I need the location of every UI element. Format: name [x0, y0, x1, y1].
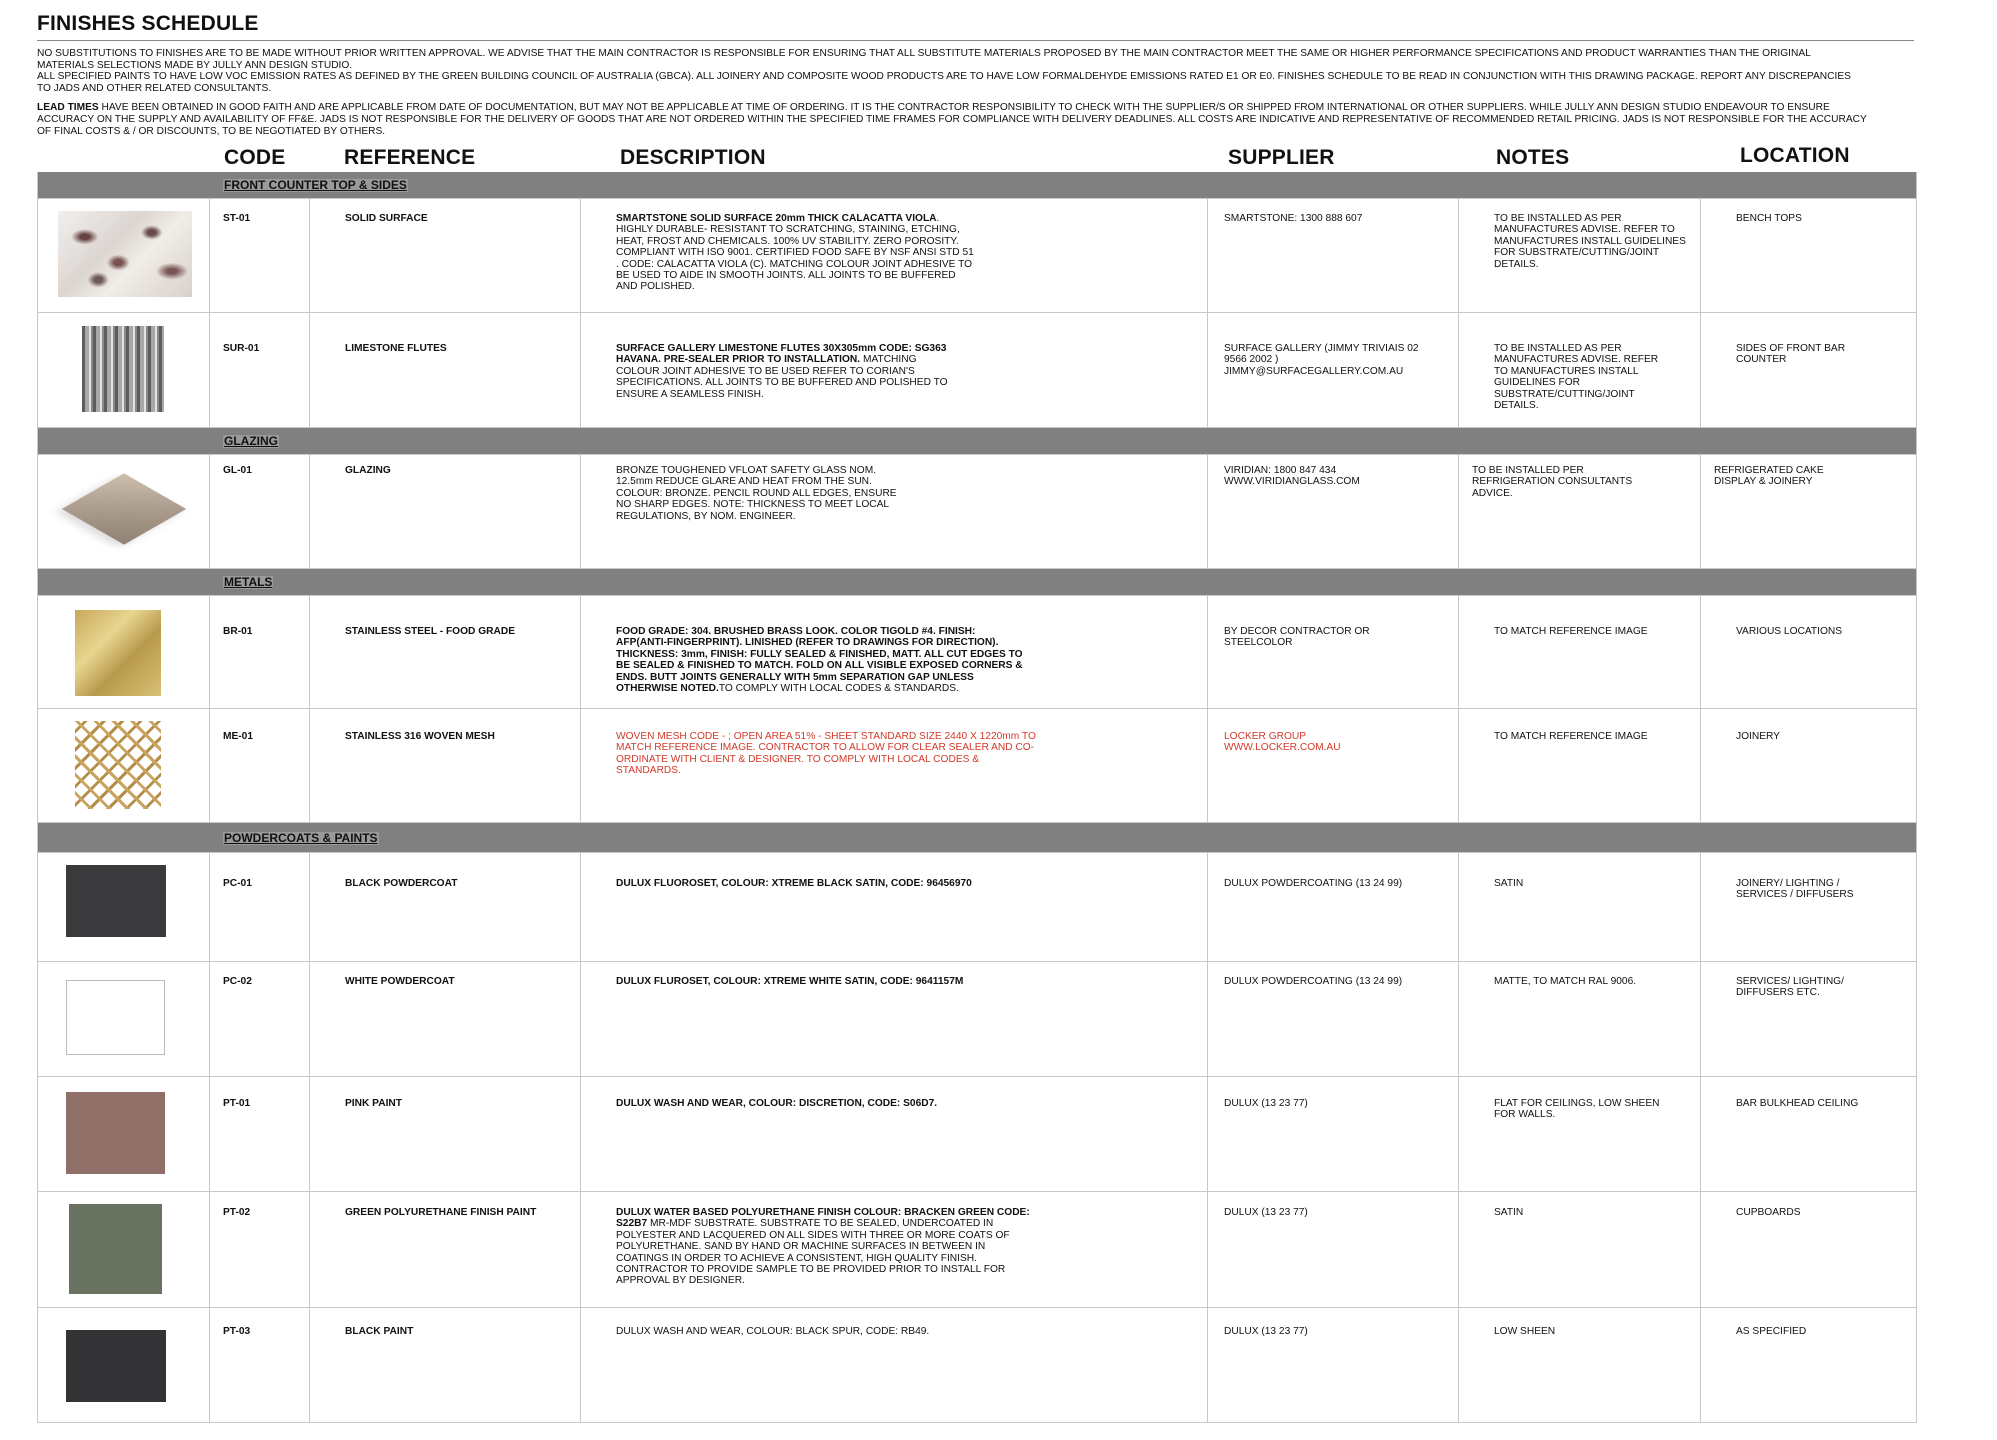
white-powdercoat-swatch: [66, 980, 165, 1055]
code: ME-01: [223, 731, 254, 742]
supplier: DULUX (13 23 77): [1224, 1207, 1308, 1218]
table-row: [38, 455, 1916, 569]
section-powdercoats-paints: POWDERCOATS & PAINTS: [38, 823, 1916, 853]
green-paint-swatch: [69, 1204, 162, 1294]
code: PT-02: [223, 1207, 251, 1218]
notes: TO BE INSTALLED PER REFRIGERATION CONSULTANTS ADVICE.: [1472, 465, 1633, 499]
description: DULUX FLUOROSET, COLOUR: XTREME BLACK SATIN, CODE: 96456970: [616, 878, 972, 889]
limestone-flutes-swatch: [82, 326, 164, 412]
description: SURFACE GALLERY LIMESTONE FLUTES 30X305mm CODE: SG363 HAVANA. PRE-SEALER PRIOR TO INSTALLATION. MATCHING COLOUR JOINT ADHESIVE TO BE USED REFER TO CORIAN'S SPECIFICATIONS. ALL JOINTS TO BE BUFFERED AND POLISHED TO ENSURE A SEAMLESS FINISH.: [616, 343, 948, 400]
description: DULUX WASH AND WEAR, COLOUR: BLACK SPUR, CODE: RB49.: [616, 1326, 930, 1337]
black-powdercoat-swatch: [66, 865, 166, 937]
notes: TO BE INSTALLED AS PER MANUFACTURES ADVISE. REFER TO MANUFACTURES INSTALL GUIDELINES FOR SUBSTRATE/CUTTING/JOINT DETAILS.: [1494, 343, 1659, 412]
header-notes: NOTES: [1496, 146, 1570, 169]
section-glazing: GLAZING: [38, 428, 1916, 455]
notes: SATIN: [1494, 1207, 1524, 1218]
supplier: DULUX POWDERCOATING (13 24 99): [1224, 878, 1403, 889]
code: BR-01: [223, 626, 253, 637]
code: SUR-01: [223, 343, 260, 354]
supplier: VIRIDIAN: 1800 847 434 WWW.VIRIDIANGLASS.COM: [1224, 465, 1360, 488]
title-rule: [37, 40, 1914, 41]
notes: FLAT FOR CEILINGS, LOW SHEEN FOR WALLS.: [1494, 1098, 1660, 1121]
description: DULUX WATER BASED POLYURETHANE FINISH COLOUR: BRACKEN GREEN CODE: S22B7 MR-MDF SUBSTRATE. SUBSTRATE TO BE SEALED, UNDERCOATED IN POLYESTER AND LACQUERED ON ALL SIDES WITH THREE OR MORE COATS OF POLYURETHANE. SAND BY HAND OR MACHINE SURFACES IN BETWEEN IN COATINGS IN ORDER TO ACHIEVE A CONSISTENT, HIGH QUALITY FINISH. CONTRACTOR TO PROVIDE SAMPLE TO BE PROVIDED PRIOR TO INSTALL FOR APPROVAL BY DESIGNER.: [616, 1207, 1030, 1287]
location: BENCH TOPS: [1736, 213, 1802, 224]
code: PC-01: [223, 878, 252, 889]
header-location: LOCATION: [1740, 144, 1850, 167]
table-row: [38, 1077, 1916, 1192]
table-row: [38, 853, 1916, 962]
reference: SOLID SURFACE: [345, 213, 428, 224]
description: DULUX WASH AND WEAR, COLOUR: DISCRETION, CODE: S06D7.: [616, 1098, 938, 1109]
location: SIDES OF FRONT BAR COUNTER: [1736, 343, 1846, 366]
reference: WHITE POWDERCOAT: [345, 976, 455, 987]
section-metals: METALS: [38, 569, 1916, 596]
location: REFRIGERATED CAKE DISPLAY & JOINERY: [1714, 465, 1824, 488]
code: ST-01: [223, 213, 251, 224]
general-notes: [37, 48, 1867, 145]
supplier: BY DECOR CONTRACTOR OR STEELCOLOR: [1224, 626, 1370, 649]
black-paint-swatch: [66, 1330, 166, 1402]
finishes-table: [37, 172, 1917, 1423]
header-description: DESCRIPTION: [620, 146, 766, 169]
table-row: [38, 313, 1916, 428]
lead-times-label: LEAD TIMES: [37, 102, 99, 114]
table-row: [38, 1192, 1916, 1308]
page-title: FINISHES SCHEDULE: [37, 12, 259, 35]
reference: BLACK PAINT: [345, 1326, 414, 1337]
supplier: LOCKER GROUP WWW.LOCKER.COM.AU: [1224, 731, 1341, 754]
notes: LOW SHEEN: [1494, 1326, 1556, 1337]
description: BRONZE TOUGHENED VFLOAT SAFETY GLASS NOM. 12.5mm REDUCE GLARE AND HEAT FROM THE SUN. COLOUR: BRONZE. PENCIL ROUND ALL EDGES, ENSURE NO SHARP EDGES. NOTE: THICKNESS TO MEET LOCAL REGULATIONS, BY NOM. ENGINEER.: [616, 465, 897, 522]
bronze-glass-swatch: [62, 473, 186, 544]
table-row: [38, 962, 1916, 1077]
location: SERVICES/ LIGHTING/ DIFFUSERS ETC.: [1736, 976, 1844, 999]
table-row: [38, 596, 1916, 709]
header-code: CODE: [224, 146, 286, 169]
header-reference: REFERENCE: [344, 146, 476, 169]
reference: PINK PAINT: [345, 1098, 402, 1109]
section-front-counter: FRONT COUNTER TOP & SIDES: [38, 172, 1916, 199]
location: JOINERY: [1736, 731, 1780, 742]
reference: STAINLESS 316 WOVEN MESH: [345, 731, 495, 742]
woven-mesh-swatch: [75, 721, 161, 809]
reference: LIMESTONE FLUTES: [345, 343, 447, 354]
supplier: SMARTSTONE: 1300 888 607: [1224, 213, 1363, 224]
location: JOINERY/ LIGHTING / SERVICES / DIFFUSERS: [1736, 878, 1854, 901]
description: WOVEN MESH CODE - ; OPEN AREA 51% - SHEET STANDARD SIZE 2440 X 1220mm TO MATCH REFERENCE IMAGE. CONTRACTOR TO ALLOW FOR CLEAR SEALER AND CO-ORDINATE WITH CLIENT & DESIGNER. TO COMPLY WITH LOCAL CODES & STANDARDS.: [616, 731, 1036, 777]
location: VARIOUS LOCATIONS: [1736, 626, 1843, 637]
notes: MATTE, TO MATCH RAL 9006.: [1494, 976, 1637, 987]
notes: TO MATCH REFERENCE IMAGE: [1494, 731, 1648, 742]
description: FOOD GRADE: 304. BRUSHED BRASS LOOK. COLOR TIGOLD #4. FINISH: AFP(ANTI-FINGERPRINT). LINISHED (REFER TO DRAWINGS FOR DIRECTION). THICKNESS: 3mm, FINISH: FULLY SEALED & FINISHED, MATT. ALL CUT EDGES TO BE SEALED & FINISHED TO MATCH. FOLD ON ALL VISIBLE EXPOSED CORNERS & ENDS. BUTT JOINTS GENERALLY WITH 5mm SEPARATION GAP UNLESS OTHERWISE NOTED.TO COMPLY WITH LOCAL CODES & STANDARDS.: [616, 626, 1023, 695]
table-row: [38, 1308, 1916, 1423]
header-supplier: SUPPLIER: [1228, 146, 1335, 169]
location: CUPBOARDS: [1736, 1207, 1801, 1218]
notes: TO BE INSTALLED AS PER MANUFACTURES ADVISE. REFER TO MANUFACTURES INSTALL GUIDELINES FOR SUBSTRATE/CUTTING/JOINT DETAILS.: [1494, 213, 1686, 270]
notes: TO MATCH REFERENCE IMAGE: [1494, 626, 1648, 637]
description: SMARTSTONE SOLID SURFACE 20mm THICK CALACATTA VIOLA. HIGHLY DURABLE- RESISTANT TO SCRATCHING, STAINING, ETCHING, HEAT, FROST AND CHEMICALS. 100% UV STABILITY. ZERO POROSITY. COMPLIANT WITH ISO 9001. CERTIFIED FOOD SAFE BY NSF ANSI STD 51 . CODE: CALACATTA VIOLA (C). MATCHING COLOUR JOINT ADHESIVE TO BE USED TO AIDE IN SMOOTH JOINTS. ALL JOINTS TO BE BUFFERED AND POLISHED.: [616, 213, 974, 293]
calacatta-viola-swatch: [58, 211, 192, 297]
note-lead-times: LEAD TIMES HAVE BEEN OBTAINED IN GOOD FAITH AND ARE APPLICABLE FROM DATE OF DOCUMENTATION, BUT MAY NOT BE APPLICABLE AT TIME OF ORDERING. IT IS THE CONTRACTOR RESPONSIBILITY TO CHECK WITH THE SUPPLIER/S OR SHIPPED FROM INTERNATIONAL OR OTHER SUPPLIERS. WHILE JULLY ANN DESIGN STUDIO ENDEAVOUR TO ENSURE ACCURACY ON THE SUPPLY AND AVAILABILITY OF FF&E. JADS IS NOT RESPONSIBLE FOR THE DELIVERY OF GOODS THAT ARE NOT ORDERED WITHIN THE SPECIFIED TIME FRAMES FOR COMPLIANCE WITH DELIVERY DEADLINES. ALL COSTS ARE INDICATIVE AND REPRESENTATIVE OF RECOMMENDED RETAIL PRICING. JADS IS NOT RESPONSIBLE FOR THE ACCURACY OF FINAL COSTS & / OR DISCOUNTS, TO BE NEGOTIATED BY OTHERS.: [37, 102, 1867, 137]
location: BAR BULKHEAD CEILING: [1736, 1098, 1859, 1109]
supplier: DULUX (13 23 77): [1224, 1326, 1308, 1337]
note-substitutions: NO SUBSTITUTIONS TO FINISHES ARE TO BE MADE WITHOUT PRIOR WRITTEN APPROVAL. WE ADVISE THAT THE MAIN CONTRACTOR IS RESPONSIBLE FOR ENSURING THAT ALL SUBSTITUTE MATERIALS PROPOSED BY THE MAIN CONTRACTOR MEET THE SAME OR HIGHER PERFORMANCE SPECIFICATIONS AND PRODUCT WARRANTIES THAN THE ORIGINAL MATERIALS SELECTIONS MADE BY JULLY ANN DESIGN STUDIO. ALL SPECIFIED PAINTS TO HAVE LOW VOC EMISSION RATES AS DEFINED BY THE GREEN BUILDING COUNCIL OF AUSTRALIA (GBCA). ALL JOINERY AND COMPOSITE WOOD PRODUCTS ARE TO HAVE LOW FORMALDEHYDE EMISSIONS RATED E1 OR E0. FINISHES SCHEDULE TO BE READ IN CONJUNCTION WITH THIS DRAWING PACKAGE. REPORT ANY DISCREPANCIES TO JADS AND OTHER RELATED CONSULTANTS.: [37, 48, 1851, 94]
code: PT-03: [223, 1326, 251, 1337]
notes: SATIN: [1494, 878, 1524, 889]
pink-paint-swatch: [66, 1092, 165, 1174]
reference: GREEN POLYURETHANE FINISH PAINT: [345, 1207, 537, 1218]
reference: BLACK POWDERCOAT: [345, 878, 458, 889]
reference: GLAZING: [345, 465, 391, 476]
table-row: [38, 709, 1916, 823]
reference: STAINLESS STEEL - FOOD GRADE: [345, 626, 515, 637]
location: AS SPECIFIED: [1736, 1326, 1807, 1337]
code: GL-01: [223, 465, 252, 476]
supplier: DULUX (13 23 77): [1224, 1098, 1308, 1109]
code: PC-02: [223, 976, 252, 987]
table-row: [38, 199, 1916, 313]
brushed-brass-swatch: [75, 610, 161, 696]
supplier: SURFACE GALLERY (JIMMY TRIVIAIS 02 9566 2002 ) JIMMY@SURFACEGALLERY.COM.AU: [1224, 343, 1419, 377]
supplier: DULUX POWDERCOATING (13 24 99): [1224, 976, 1403, 987]
code: PT-01: [223, 1098, 251, 1109]
description: DULUX FLUROSET, COLOUR: XTREME WHITE SATIN, CODE: 9641157M: [616, 976, 964, 987]
